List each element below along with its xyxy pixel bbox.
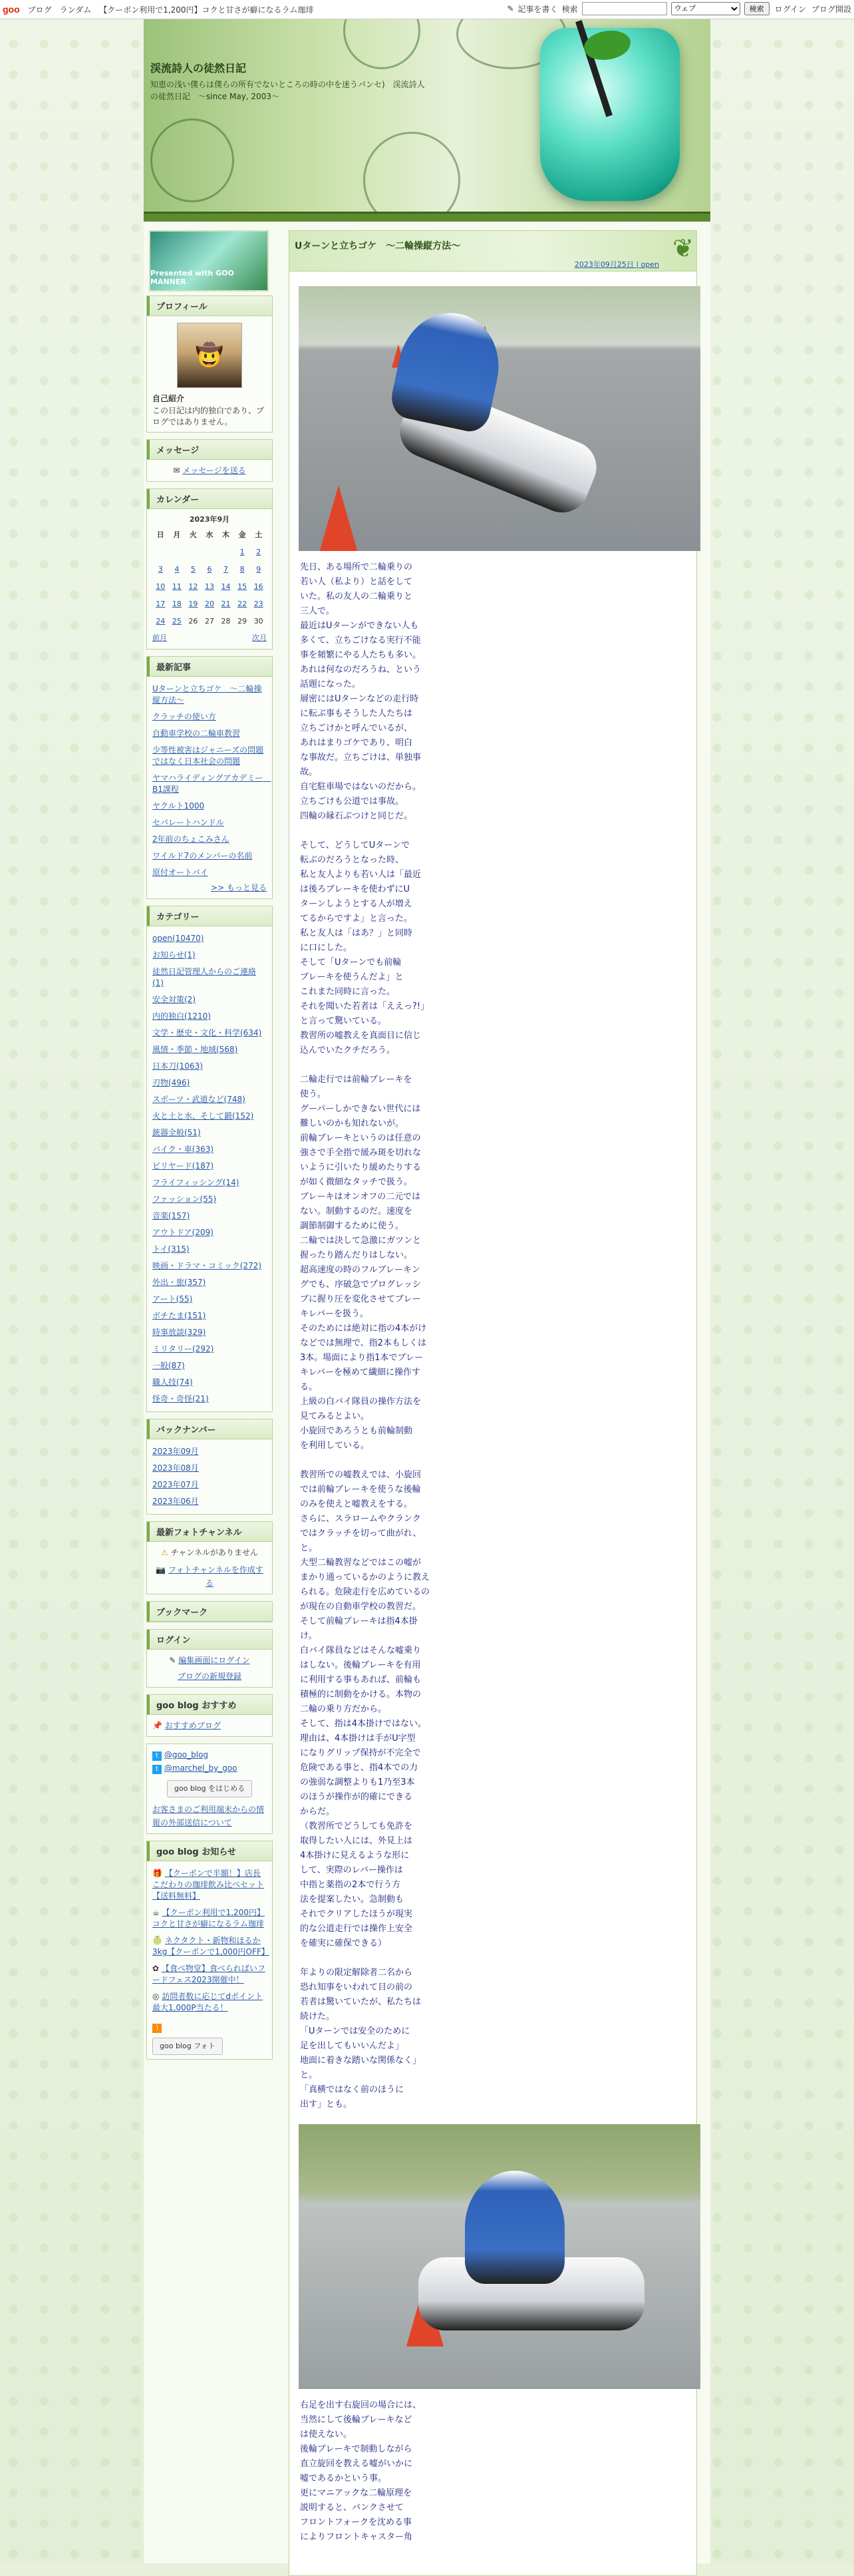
blog-title[interactable]: 渓流詩人の徒然日記 <box>150 62 247 75</box>
category-link[interactable]: 文学・歴史・文化・科学(634) <box>152 1028 262 1037</box>
news-link[interactable]: ネクタクト・新物和ほるか3kg【クーポンで1,000円OFF】 <box>152 1936 269 1956</box>
news-link[interactable]: 【食べ物堂】食べらればいフードフェス2023開催中！ <box>152 1964 265 1984</box>
category-link[interactable]: 外出・旅(357) <box>152 1278 206 1287</box>
weekday-label: 土 <box>255 530 263 539</box>
leaf-icon: ❦ <box>672 234 694 263</box>
calendar-table <box>152 526 267 630</box>
news-link[interactable]: 【クーポン利用で1,200円】コクと甘さが癖になるラム珈琲 <box>152 1908 265 1929</box>
backnumber-link[interactable]: 2023年06月 <box>152 1497 199 1506</box>
recent-post-link[interactable]: 自動車学校の二輪車教習 <box>152 729 241 738</box>
recent-post-link[interactable]: Uターンと立ちゴケ ～二輪操縦方法～ <box>152 684 262 705</box>
calendar-day[interactable]: 18 <box>172 600 182 608</box>
rss-icon[interactable]: ) <box>152 2024 162 2033</box>
calendar-day[interactable]: 12 <box>188 582 198 591</box>
calendar-day[interactable]: 8 <box>239 565 245 574</box>
header-bar <box>144 212 710 222</box>
calendar-day <box>169 544 186 561</box>
calendar-heading: カレンダー <box>147 489 272 509</box>
backnumber-link[interactable]: 2023年09月 <box>152 1447 199 1456</box>
photochannel-box <box>146 1521 273 1594</box>
categories-heading: カテゴリー <box>147 906 272 926</box>
topbar-link-ad[interactable]: 【クーポン利用で1,200円】コクと甘さが癖になるラム珈琲 <box>99 5 314 15</box>
calendar-day[interactable]: 23 <box>253 600 263 608</box>
login-box <box>146 1629 273 1688</box>
sidebar-banner <box>149 230 269 291</box>
calendar-day[interactable]: 7 <box>223 565 229 574</box>
calendar-day <box>185 544 202 561</box>
twitter-goo-blog-link[interactable]: @goo_blog <box>164 1750 209 1759</box>
category-link[interactable]: 銃器全般(51) <box>152 1128 201 1137</box>
calendar-day[interactable]: 21 <box>221 600 231 608</box>
ornament-circle <box>343 19 420 69</box>
calendar-month: 2023年9月 <box>189 515 230 524</box>
envelope-icon: ✉ <box>173 466 180 475</box>
ornament-circle <box>150 118 234 202</box>
category-link[interactable]: 日本刀(1063) <box>152 1061 203 1071</box>
calendar-day[interactable]: 20 <box>204 600 214 608</box>
category-link[interactable]: open(10470) <box>152 934 204 943</box>
calendar-day[interactable]: 16 <box>253 582 263 591</box>
hat-icon: 🤠 <box>195 342 224 369</box>
calendar-day[interactable]: 10 <box>156 582 166 591</box>
pencil-icon: ✎ <box>169 1656 176 1665</box>
page-wrapper <box>144 19 710 2563</box>
backnumber-box <box>146 1419 273 1515</box>
calendar-day[interactable]: 13 <box>204 582 214 591</box>
calendar-day[interactable]: 17 <box>156 600 166 608</box>
twitter-icon: t <box>152 1751 162 1761</box>
post-paragraph: 右足を出す右旋回の場合には、 当然にして後輪ブレーキなど は使えない。 後輪ブレーキで制動しながら 直立旋回を教える嘘がいかに 嘘であるかという事。 更にマニアックな二輪原理を 説明すると、バンクさせて フロントフォークを沈める事 によりフロントキャスター角 <box>300 2400 422 2542</box>
category-link[interactable]: 怪奇・奇怪(21) <box>152 1394 209 1403</box>
news-link[interactable]: 訪問者数に応じてdポイント最大1,000P当たる！ <box>152 1992 263 2012</box>
goo-top-bar <box>0 0 854 19</box>
categories-box <box>146 906 273 1412</box>
calendar-day[interactable]: 2 <box>256 548 261 556</box>
ornament-circle <box>363 132 460 212</box>
calendar-prev-link[interactable]: 前月 <box>152 634 167 642</box>
calendar-day <box>152 544 169 561</box>
sidebar <box>146 230 273 2066</box>
post-paragraph: 先日、ある場所で二輪乗りの 若い人（私より）と話をして いた。私の友人の二輪乗りと 三人で。 最近はUターンができない人も 多くて、立ちごけなる実行不能 事を頻繁にやる人たちも多い。 あれは何なのだろうね、という 話題になった。 層密にはUターンなどの走行時 に転ぶ事もそうした人たちは 立ちごけかと呼んでいるが、 あれはまりゴケであり、明白 な事故だ。立ちごけは、単独事故。 自宅駐車場ではないのだから。 立ちごけも公道では事故。 四輪の縁石ぶつけと同じだ。 <box>300 562 422 821</box>
blog-description: 知恵の浅い僕らは僕らの所有でないところの時の中を迷うパンセ) 渓流詩人の徒然日記 ～since May, 2003～ <box>150 80 425 101</box>
recent-post-link[interactable]: クラッチの使い方 <box>152 712 216 721</box>
external-transmission-notice-link[interactable]: お客さまのご利用端末からの情報の外部送信について <box>152 1805 265 1827</box>
new-blog-link[interactable]: ブログの新規登録 <box>177 1672 241 1681</box>
backnumber-link[interactable]: 2023年07月 <box>152 1480 199 1489</box>
weekday-label: 金 <box>238 530 246 539</box>
category-link[interactable]: アウトドア(209) <box>152 1228 214 1237</box>
police-motorcycle-photo <box>299 286 700 551</box>
pin-icon: 📌 <box>152 1721 162 1730</box>
calendar-day[interactable]: 22 <box>237 600 247 608</box>
calendar-day: 29 <box>237 617 247 626</box>
message-heading: メッセージ <box>147 440 272 460</box>
category-link[interactable]: 時事放談(329) <box>152 1328 206 1337</box>
profile-box <box>146 295 273 433</box>
profile-photo <box>177 323 242 388</box>
recent-posts-box <box>146 656 273 899</box>
topbar-link-random[interactable]: ランダム <box>59 5 92 15</box>
category-link[interactable]: スポーツ・武道など(748) <box>152 1095 245 1104</box>
category-link[interactable]: 徒然日記管理人からのご連絡(1) <box>152 967 257 988</box>
flower-icon: ✿ <box>152 1964 160 1973</box>
recommend-box <box>146 1694 273 1737</box>
news-heading: goo blog お知らせ <box>147 1841 272 1861</box>
category-link[interactable]: ミリタリー(292) <box>152 1344 214 1354</box>
calendar-day[interactable]: 25 <box>172 617 182 626</box>
login-heading: ログイン <box>147 1630 272 1650</box>
category-link[interactable]: 内的独白(1210) <box>152 1012 211 1021</box>
traffic-cone <box>317 485 360 551</box>
calendar-day[interactable]: 15 <box>237 582 247 591</box>
category-link[interactable]: 火と土と水、そして鍛(152) <box>152 1111 254 1121</box>
police-motorcycle-photo-2 <box>299 2124 700 2389</box>
recent-post-link[interactable]: セパレートハンドル <box>152 818 224 827</box>
weekday-label: 木 <box>222 530 230 539</box>
login-link[interactable]: ログイン <box>774 4 806 14</box>
weekday-label: 火 <box>189 530 197 539</box>
calendar-day <box>217 544 234 561</box>
calendar-day[interactable]: 24 <box>156 617 166 626</box>
category-link[interactable]: 職人技(74) <box>152 1378 193 1387</box>
search-scope-select[interactable] <box>671 2 740 15</box>
category-link[interactable]: 音楽(157) <box>152 1211 190 1220</box>
calendar-day: 26 <box>188 617 198 626</box>
fruit-icon: 🍈 <box>152 1936 162 1945</box>
blog-header <box>144 19 710 212</box>
search-input[interactable] <box>582 2 667 15</box>
recent-post-link[interactable]: 2年前のちょこみさん <box>152 834 229 844</box>
category-link[interactable]: 安全対策(2) <box>152 995 196 1004</box>
calendar-day[interactable]: 9 <box>256 565 261 574</box>
recent-post-link[interactable]: ヤクルト1000 <box>152 801 205 811</box>
category-link[interactable]: ビリヤード(187) <box>152 1161 214 1171</box>
coffee-icon: ☕ <box>152 1908 160 1917</box>
news-box <box>146 1841 273 2060</box>
post-header <box>289 230 697 272</box>
goo-logo[interactable]: goo <box>3 4 20 15</box>
banner-text: Presented with GOO MANNER <box>150 269 234 286</box>
post-paragraph: そして、どうしてUターンで 転ぶのだろうとなった時、 私と友人よりも若い人は「最近 は後ろブレーキを使わずにU ターンしようとする人が増え てるからですよ」と言った。 私と友人は「はあ？」と同時 に口にした。 そして「Uターンでも前輪 ブレーキを使うんだよ」と これまた同時に言った。 それを聞いた若者は「ええっ?!」 と言って驚いている。 教習所の嘘教えを真面目に信じ 込んでいたクチだろう。 <box>300 840 430 1055</box>
write-post-link[interactable]: 記事を書く <box>517 4 558 14</box>
create-photochannel-link[interactable]: フォトチャンネルを作成する <box>168 1565 263 1588</box>
backnumber-link[interactable]: 2023年08月 <box>152 1463 199 1473</box>
category-link[interactable]: 刃物(496) <box>152 1078 190 1087</box>
twitter-icon: t <box>152 1765 162 1774</box>
calendar-day[interactable]: 1 <box>239 548 245 556</box>
gift-icon: 🎁 <box>152 1869 162 1878</box>
pencil-icon: ✎ <box>507 4 514 13</box>
calendar-day[interactable]: 14 <box>221 582 231 591</box>
goo-photo-button[interactable]: goo blog フォト <box>152 2038 223 2055</box>
backnumber-heading: バックナンバー <box>147 1419 272 1439</box>
more-posts-link[interactable]: >> もっと見る <box>211 883 267 892</box>
calendar-day[interactable]: 19 <box>188 600 198 608</box>
police-rider <box>465 2171 565 2284</box>
calendar-day: 30 <box>253 617 263 626</box>
camera-icon: 📷 <box>156 1565 166 1574</box>
category-link[interactable]: フライフィッシング(14) <box>152 1178 239 1187</box>
post-date-link[interactable]: 2023年09月25日 | open <box>574 260 659 269</box>
send-message-link[interactable]: メッセージを送る <box>182 466 246 475</box>
weekday-label: 日 <box>156 530 164 539</box>
calendar-box <box>146 488 273 649</box>
profile-heading: プロフィール <box>147 296 272 316</box>
photochannel-heading: 最新フォトチャンネル <box>147 1522 272 1542</box>
news-link[interactable]: 【クーポンで半額！】店長こだわりの珈琲飲み比べセット【送料無料】 <box>152 1869 265 1901</box>
search-label: 検索 <box>561 4 578 14</box>
calendar-day: 27 <box>204 617 214 626</box>
post-paragraph: 教習所での嘘教えでは、小旋回 では前輪ブレーキを使うな後輪 のみを使えと嘘教えをする。 さらに、スラロームやクランク ではクラッチを切って曲がれ、と。 大型二輪教習などではこの嘘が まかり通っているかのように教え られる。危険走行を広めているの が現在の自動車学校の教習だ。 そして前輪ブレーキは指4本掛け。 白バイ隊員などはそんな嘘乗り はしない。後輪ブレーキを有用 に利用する事もあれば、前輪も 積極的に制動をかける。本物の 二輪の乗り方だから。 そして、指は4本掛けではない。 理由は、4本掛けは手がU字型 になりグリップ保持が不完全で 危険である事と、指4本での力 の強弱な調整よりも1乃至3本 のほうが操作が的確にできる からだ。 （教習所でどうしても免許を 取得したい人には、外見上は 4本掛けに見えるような形に して、実際のレバー操作は 中指と薬指の2本で行う方 法を提案したい。急制動も それでクリアしたほうが現実 的な公道走行では操作上安全 を確実に確保できる） <box>300 1470 430 1948</box>
weekday-label: 月 <box>173 530 181 539</box>
category-link[interactable]: アート(55) <box>152 1294 193 1304</box>
calendar-day[interactable]: 6 <box>207 565 212 574</box>
recommend-heading: goo blog おすすめ <box>147 1695 272 1715</box>
calendar-day[interactable]: 4 <box>174 565 180 574</box>
edit-login-link[interactable]: 編集画面にログイン <box>178 1656 250 1665</box>
calendar-day[interactable]: 11 <box>172 582 182 591</box>
start-goo-blog-button[interactable]: goo blog をはじめる <box>167 1780 252 1797</box>
calendar-day[interactable]: 5 <box>190 565 196 574</box>
post-title[interactable]: Uターンと立ちゴケ ～二輪操縦方法～ <box>295 241 461 252</box>
category-link[interactable]: ファッション(55) <box>152 1195 217 1204</box>
main-content <box>289 230 697 2576</box>
weekday-label: 水 <box>206 530 214 539</box>
point-icon: ◎ <box>152 1992 160 2001</box>
open-blog-link[interactable]: ブログ開設 <box>811 4 851 14</box>
bookmark-heading: ブックマーク <box>147 1602 272 1622</box>
self-intro-text: この日記は内的独白であり、ブログではありません。 <box>152 406 265 427</box>
category-link[interactable]: バイク・車(363) <box>152 1145 214 1154</box>
category-link[interactable]: 風情・季節・地域(568) <box>152 1045 238 1054</box>
post-text <box>300 560 433 2112</box>
recommend-blog-link[interactable]: おすすめブログ <box>164 1721 221 1730</box>
category-link[interactable]: お知らせ(1) <box>152 950 196 960</box>
recent-post-link[interactable]: ヤマハライディングアカデミー B1課程 <box>152 773 271 794</box>
category-link[interactable]: トイ(315) <box>152 1244 190 1254</box>
category-link[interactable]: 一般(87) <box>152 1361 185 1370</box>
post-body <box>289 272 697 2576</box>
topbar-right <box>507 2 851 15</box>
warning-icon: ⚠ <box>161 1548 168 1557</box>
social-box <box>146 1744 273 1834</box>
bookmark-box <box>146 1601 273 1622</box>
recent-post-link[interactable]: 原付オートバイ <box>152 868 208 877</box>
recent-post-link[interactable]: 少等性被害はジャニーズの問題ではなく日本社会の問題 <box>152 745 264 766</box>
calendar-next-link[interactable]: 次月 <box>252 634 267 642</box>
topbar-link-blog[interactable]: ブログ <box>27 5 52 15</box>
message-box <box>146 439 273 482</box>
post-paragraph: 二輪走行では前輪ブレーキを 使う。 グーパーしかできない世代には 難しいのかも知れないが。 前輪ブレーキというのは任意の 強さで手全指で緩み斑を切れな いように引いたり緩めたりする が如く微細なタッチで扱う。 ブレーキはオンオフの二元では ない。制動するのだ。速度を 調節制御するために使う。 二輪では決して急激にガツンと 握ったり踏んだりはしない。 超高速度の時のフルブレーキン グでも、序破急でプログレッシ ブに握り圧を変化させてブレー キレバーを扱う。 そのためには絶対に指の4本がけ などでは無理で、指2本もしくは 3本。場面により指1本でブレー キレバーを極めて繊細に操作する。 上級の白バイ隊員の操作方法を 見てみるとよい。 小旋回であろうとも前輪制動 を利用している。 <box>300 1075 427 1451</box>
twitter-marchel-link[interactable]: @marchel_by_goo <box>164 1763 237 1773</box>
search-button[interactable]: 検索 <box>744 2 770 15</box>
category-link[interactable]: 映画・ドラマ・コミック(272) <box>152 1261 262 1270</box>
post-text-continued <box>300 2398 433 2545</box>
category-link[interactable]: ボチたま(151) <box>152 1311 206 1320</box>
post-paragraph: 年よりの限定解除者二名から 恐れ知事をいわれて目の前の 若者は驚いていたが、私たちは 続けた。 「Uターンでは安全のために 足を出してもいいんだよ」 地面に着きな踏いな関係なく」 と。 「真横ではなく前のほうに 出す」とも。 <box>300 1968 422 2110</box>
recent-posts-heading: 最新記事 <box>147 657 272 677</box>
no-channel-text: チャンネルがありません <box>170 1548 258 1557</box>
self-intro-label: 自己紹介 <box>152 394 185 403</box>
recent-post-link[interactable]: ワイルド7のメンバーの名前 <box>152 851 253 860</box>
calendar-day <box>202 544 218 561</box>
calendar-day[interactable]: 3 <box>158 565 163 574</box>
calendar-day: 28 <box>221 617 231 626</box>
